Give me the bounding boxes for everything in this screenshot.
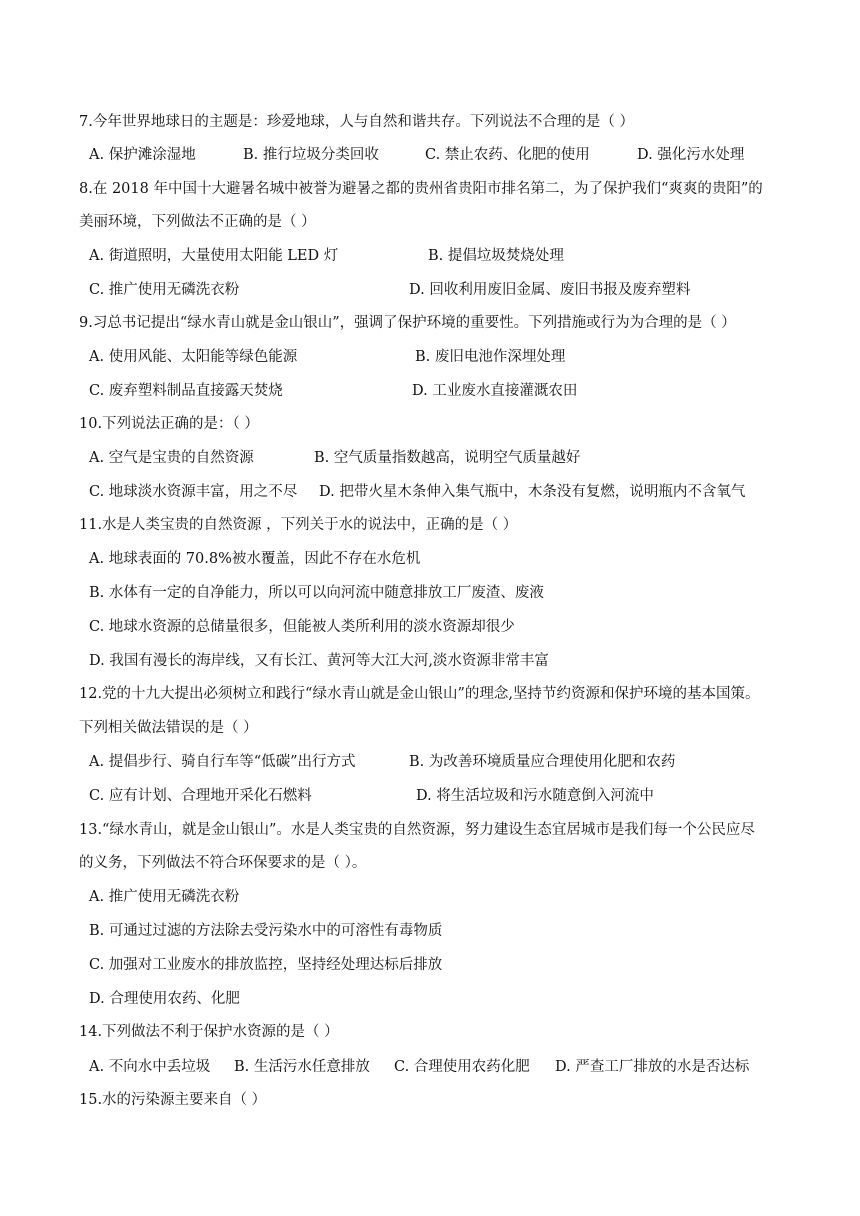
question-8-stem-line-1: 8.在 2018 年中国十大避暑名城中被誉为避暑之都的贵州省贵阳市排名第二，为了保护我们“爽爽的贵阳”的 [79,181,763,197]
question-8-option-d: D. 回收利用废旧金属、废旧书报及废弃塑料 [409,282,691,298]
question-12-option-d: D. 将生活垃圾和污水随意倒入河流中 [416,788,654,804]
question-8-option-b: B. 提倡垃圾焚烧处理 [428,248,564,264]
question-13-option-a: A. 推广使用无磷洗衣粉 [89,889,240,905]
question-13-option-c: C. 加强对工业废水的排放监控，坚持经处理达标后排放 [89,957,443,973]
question-7-option-c: C. 禁止农药、化肥的使用 [425,147,590,163]
question-14-stem: 14.下列做法不利于保护水资源的是（ ） [79,1024,339,1040]
question-13-stem-line-1: 13.“绿水青山，就是金山银山”。水是人类宝贵的自然资源，努力建设生态宜居城市是我们每一个公民应尽 [79,822,755,838]
question-9-option-a: A. 使用风能、太阳能等绿色能源 [89,349,298,365]
question-11-stem: 11.水是人类宝贵的自然资源 ，下列关于水的说法中，正确的是（ ） [79,517,518,533]
question-12-option-a: A. 提倡步行、骑自行车等“低碳”出行方式 [89,754,356,770]
question-7-stem: 7.今年世界地球日的主题是：珍爱地球，人与自然和谐共存。下列说法不合理的是（ ） [79,114,634,130]
question-9-option-c: C. 废弃塑料制品直接露天焚烧 [89,383,283,399]
question-12-option-b: B. 为改善环境质量应合理使用化肥和农药 [409,754,676,770]
question-7-option-a: A. 保护滩涂湿地 [89,147,196,163]
question-14-option-c: C. 合理使用农药化肥 [394,1059,530,1075]
question-7-option-d: D. 强化污水处理 [637,147,745,163]
question-8-stem-line-2: 美丽环境，下列做法不正确的是（ ） [79,214,316,230]
question-11-option-b: B. 水体有一定的自净能力，所以可以向河流中随意排放工厂废渣、废液 [89,585,544,601]
question-9-stem: 9.习总书记提出“绿水青山就是金山银山”，强调了保护环境的重要性。下列措施或行为为合理的是（ ） [79,315,736,331]
question-10-option-c: C. 地球淡水资源丰富，用之不尽 [89,484,298,500]
question-9-option-d: D. 工业废水直接灌溉农田 [412,383,578,399]
question-10-option-d: D. 把带火星木条伸入集气瓶中，木条没有复燃，说明瓶内不含氧气 [319,484,746,500]
question-8-option-c: C. 推广使用无磷洗衣粉 [89,282,240,298]
question-13-option-d: D. 合理使用农药、化肥 [89,991,240,1007]
question-12-stem-line-2: 下列相关做法错误的是（ ） [79,720,258,736]
question-11-option-d: D. 我国有漫长的海岸线，又有长江、黄河等大江大河,淡水资源非常丰富 [89,653,549,669]
question-10-stem: 10.下列说法正确的是：（ ） [79,416,259,432]
question-12-option-c: C. 应有计划、合理地开采化石燃料 [89,788,312,804]
question-14-option-d: D. 严查工厂排放的水是否达标 [555,1059,750,1075]
question-12-stem-line-1: 12.党的十九大提出必须树立和践行“绿水青山就是金山银山”的理念,坚持节约资源和保护环境的基本国策。 [79,686,760,702]
question-8-option-a: A. 街道照明，大量使用太阳能 LED 灯 [89,248,339,264]
question-10-option-a: A. 空气是宝贵的自然资源 [89,450,254,466]
question-9-option-b: B. 废旧电池作深埋处理 [415,349,566,365]
question-11-option-c: C. 地球水资源的总储量很多，但能被人类所利用的淡水资源却很少 [89,619,515,635]
question-11-option-a: A. 地球表面的 70.8%被水覆盖，因此不存在水危机 [89,551,421,567]
question-14-option-b: B. 生活污水任意排放 [234,1059,370,1075]
question-7-option-b: B. 推行垃圾分类回收 [243,147,379,163]
question-15-stem: 15.水的污染源主要来自（ ） [79,1092,267,1108]
question-10-option-b: B. 空气质量指数越高，说明空气质量越好 [314,450,581,466]
question-13-option-b: B. 可通过过滤的方法除去受污染水中的可溶性有毒物质 [89,923,443,939]
question-14-option-a: A. 不向水中丢垃圾 [89,1059,211,1075]
question-13-stem-line-2: 的义务，下列做法不符合环保要求的是（ ）。 [79,855,367,871]
